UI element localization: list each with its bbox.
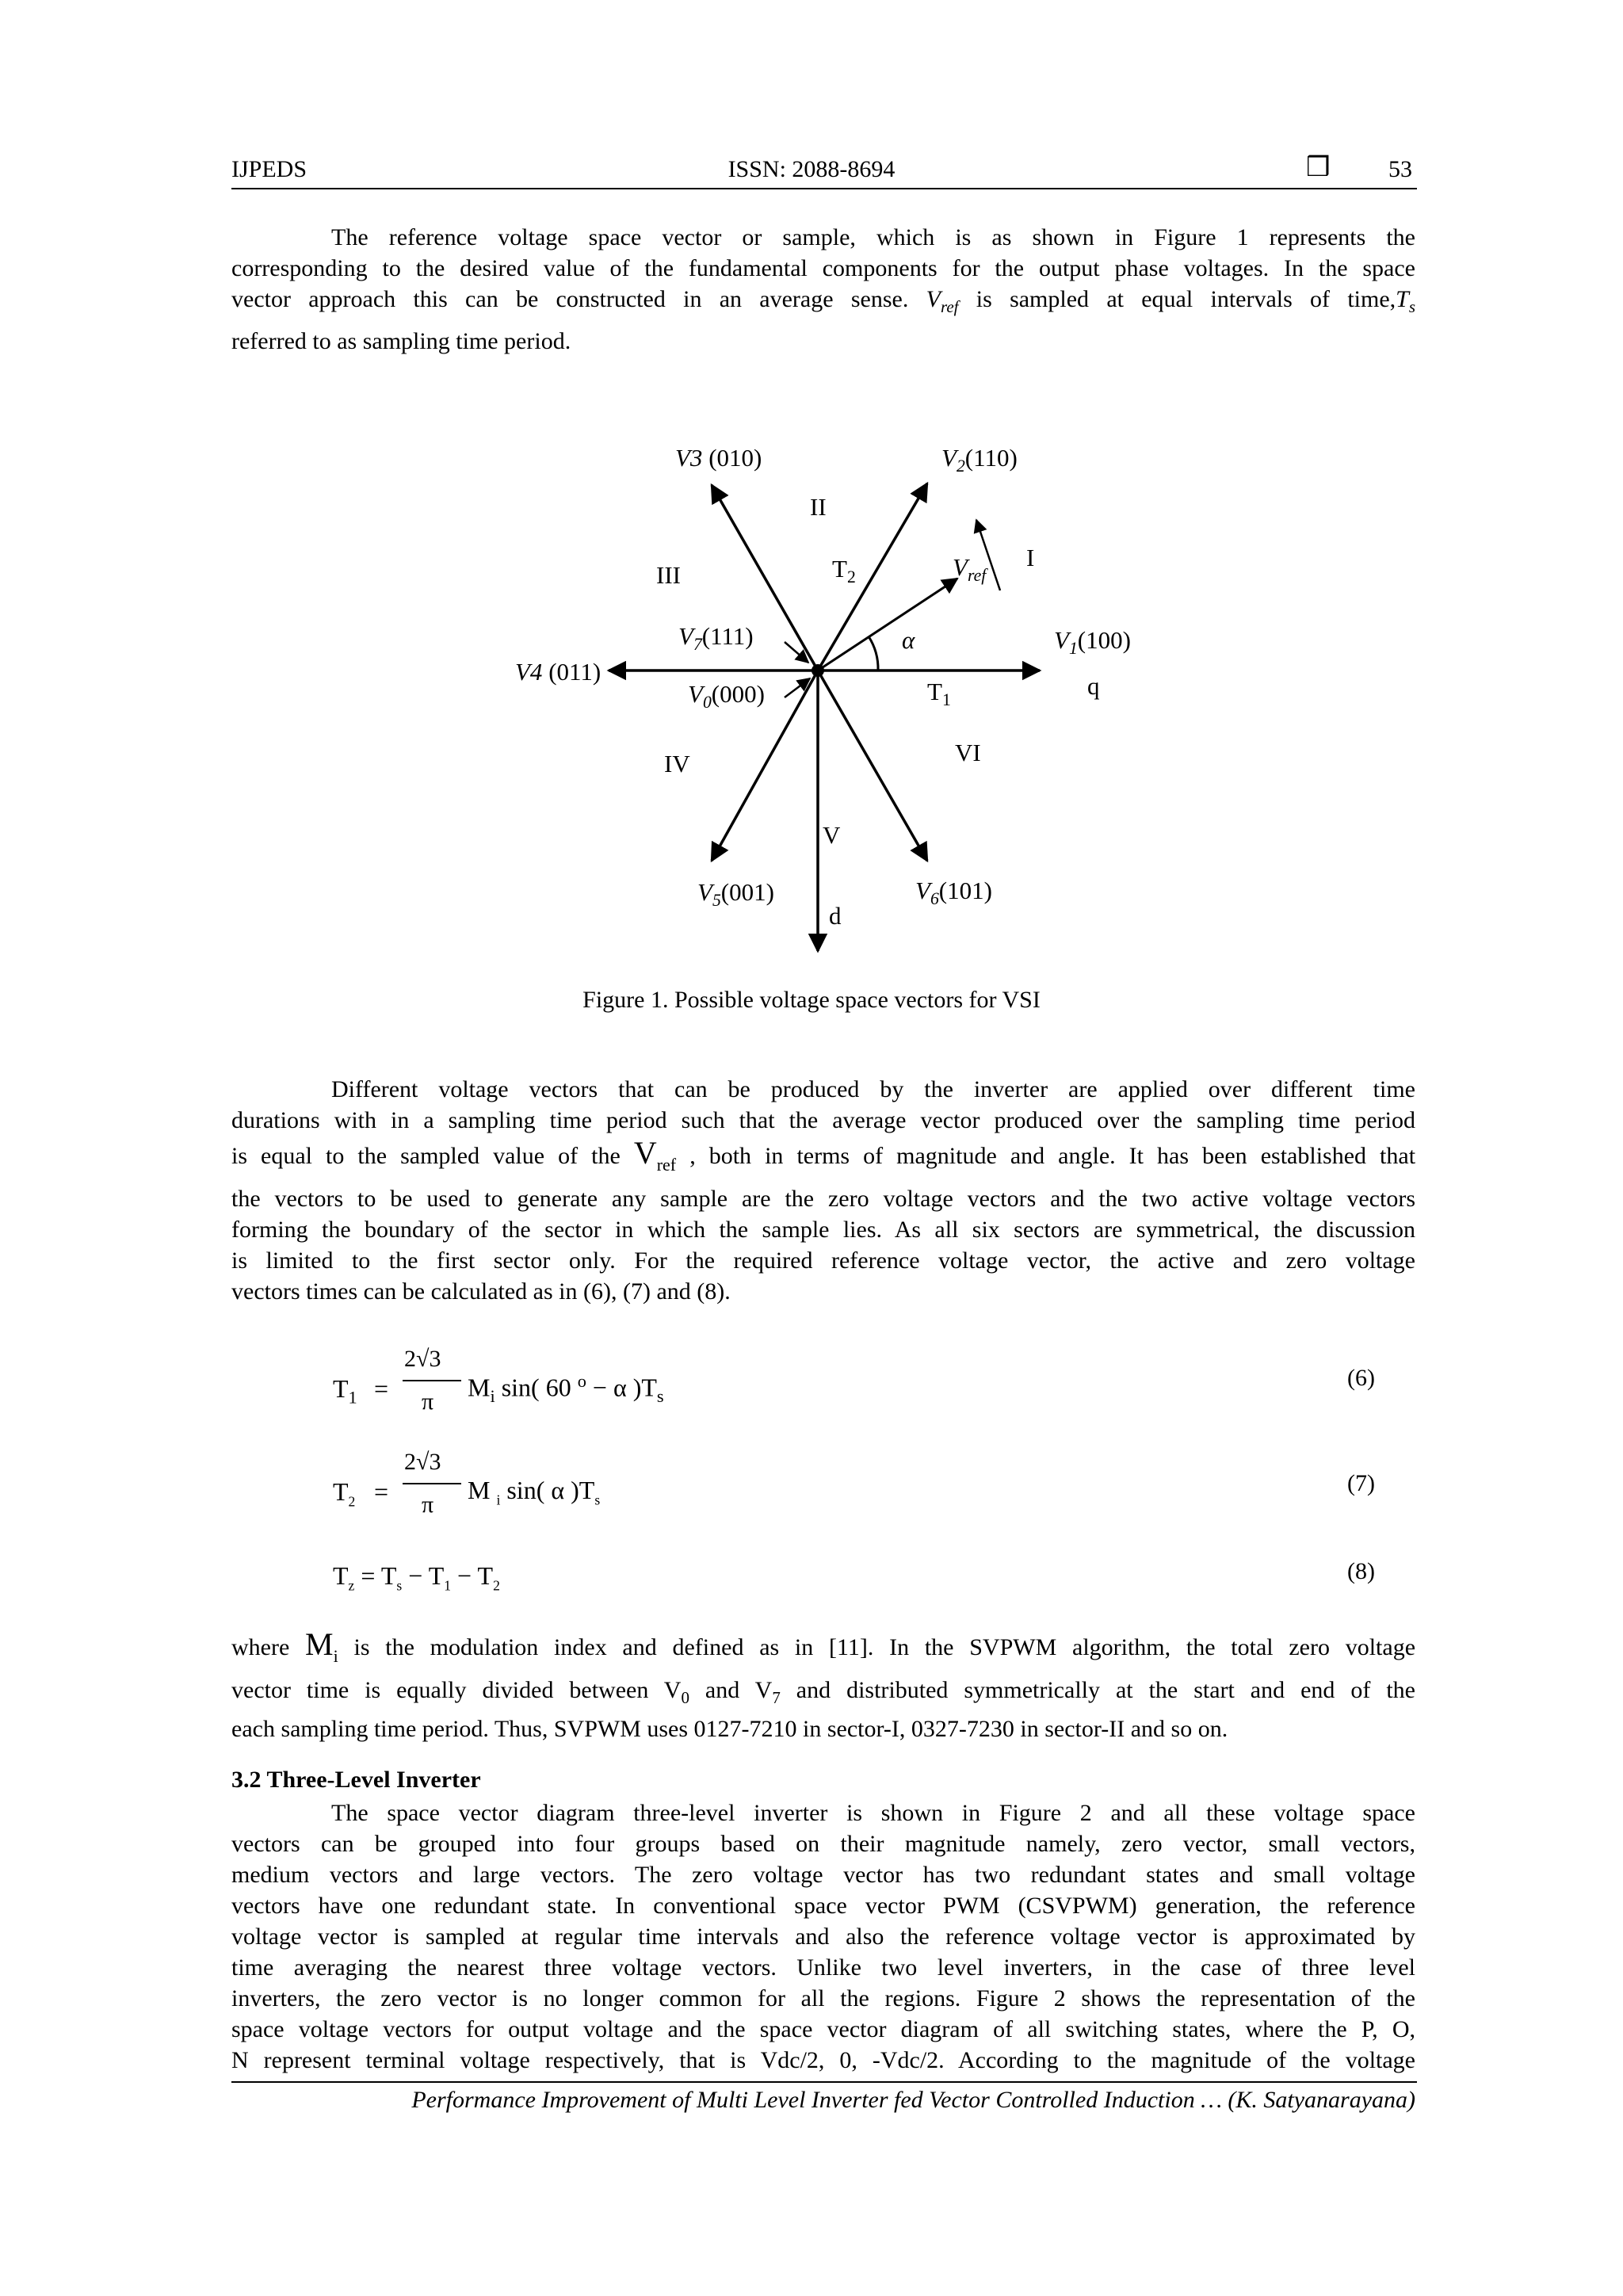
sector-vi-label: VI <box>955 739 981 766</box>
v3-label: V3 (010) <box>675 444 762 472</box>
para3-line1: where $M_i$ is the modulation index and defined as in [11]. In the SVPWM algorithm, the total zero voltage <box>231 1626 1416 1666</box>
para2-line6: is limited to the first sector only. For the required reference voltage vector, the active and zero voltage <box>231 1247 1415 1274</box>
origin-dot <box>812 664 824 677</box>
para4-line7: inverters, the zero vector is no longer common for all the regions. Figure 2 shows the representation of the <box>231 1985 1415 2011</box>
vref-vector <box>818 579 957 670</box>
para1-line3b: is sampled at equal intervals of time, <box>976 286 1396 312</box>
para1-line3a: vector approach this can be constructed in an average sense. <box>231 286 909 312</box>
sector-v-label: V <box>823 821 841 849</box>
sector-i-label: I <box>1026 544 1035 571</box>
eq7-equals: = <box>374 1477 389 1506</box>
para4-line8: space voltage vectors for output voltage and the space vector diagram of all switching states, where the P, O, <box>231 2016 1415 2042</box>
alpha-label: α <box>902 626 915 654</box>
eq6-denominator: π <box>422 1389 434 1415</box>
para3-line3: each sampling time period. Thus, SVPWM uses 0127-7210 in sector-I, 0327-7230 in sector-II and so on. <box>231 1716 1228 1742</box>
paragraph-2 <box>231 1074 1415 1307</box>
t1-label: $T_1$ <box>927 678 951 710</box>
sector-iii-label: III <box>656 561 681 589</box>
sector-ii-label: II <box>810 493 827 521</box>
section-heading: 3.2 Three-Level Inverter <box>231 1767 481 1793</box>
eq7-numerator: 2√3 <box>404 1449 441 1475</box>
eq6-numerator: 2√3 <box>404 1346 441 1372</box>
para2-line2: durations with in a sampling time period such that the average vector produced over the sampling time period <box>231 1107 1415 1133</box>
v7-label: $V_7(111)$ <box>678 622 754 655</box>
journal-name: IJPEDS <box>231 156 307 182</box>
footer-rule <box>231 2081 1417 2083</box>
v5-label: $V_5(001)$ <box>697 878 774 911</box>
para1-line4: referred to as sampling time period. <box>231 328 571 354</box>
eq6-fraction-bar <box>403 1380 461 1381</box>
v1-label: $V_1(100)$ <box>1054 626 1131 659</box>
vref-fig-label: $V_{ref}$ <box>953 553 987 586</box>
q-axis-label: q <box>1087 672 1100 700</box>
para4-line5: voltage vector is sampled at regular time intervals and also the reference voltage vector is approximated by <box>231 1924 1415 1950</box>
para4-line6: time averaging the nearest three voltage vectors. Unlike two level inverters, in the case of three level <box>231 1954 1415 1981</box>
para4-line9: N represent terminal voltage respectively, that is Vdc/2, 0, -Vdc/2. According to the magnitude of the voltage <box>231 2047 1415 2073</box>
vref-inline: $V_{ref}$ <box>633 1135 677 1175</box>
eq8-body: $T_z = T_s - T_1 - T_2$ <box>333 1561 500 1594</box>
eq6-equals: = <box>374 1374 389 1403</box>
para2-line7: vectors times can be calculated as in (6), (7) and (8). <box>231 1278 731 1305</box>
para1-line2: corresponding to the desired value of the fundamental components for the output phase voltages. In the space <box>231 255 1415 281</box>
para2-line4: the vectors to be used to generate any sample are the zero voltage vectors and the two active voltage vectors <box>231 1186 1415 1212</box>
figure-1-caption: Figure 1. Possible voltage space vectors for VSI <box>582 987 1041 1013</box>
eq6-lhs: $T_1$ <box>333 1374 357 1408</box>
eq7-body: M $_i$ sin( α )$T_s$ <box>468 1476 601 1508</box>
v4-label: V4 (011) <box>515 658 601 686</box>
eq7-number: (7) <box>1347 1470 1375 1496</box>
para4-line4: vectors have one redundant state. In conventional space vector PWM (CSVPWM) generation, the reference <box>231 1893 1415 1919</box>
eq8-number: (8) <box>1347 1558 1375 1584</box>
eq6-number: (6) <box>1347 1365 1375 1391</box>
paragraph-4 <box>231 1797 1415 2076</box>
vref-symbol: $V_{ref}$ <box>926 286 959 316</box>
v2-label: $V_2(110)$ <box>941 444 1018 476</box>
figure-1-diagram <box>0 0 1623 983</box>
para2-line5: forming the boundary of the sector in which the sample lies. As all six sectors are symmetrical, the discussion <box>231 1217 1415 1243</box>
para4-line1: The space vector diagram three-level inverter is shown in Figure 2 and all these voltage space <box>331 1800 1415 1826</box>
para1-line1: The reference voltage space vector or sample, which is as shown in Figure 1 represents the <box>331 224 1415 250</box>
alpha-arc <box>869 636 878 670</box>
v6-label: $V_6(101)$ <box>915 877 992 909</box>
para4-line3: medium vectors and large vectors. The zero voltage vector has two redundant states and small voltage <box>231 1862 1415 1888</box>
page-number: 53 <box>1388 156 1412 182</box>
sector-iv-label: IV <box>664 750 690 777</box>
box-icon: ❒ <box>1306 153 1331 182</box>
eq7-fraction-bar <box>403 1483 461 1484</box>
para4-line2: vectors can be grouped into four groups based on their magnitude namely, zero vector, small vectors, <box>231 1831 1415 1857</box>
eq7-denominator: π <box>422 1492 434 1518</box>
v0-pointer <box>785 678 810 697</box>
issn: ISSN: 2088-8694 <box>727 156 896 182</box>
para2-line3: is equal to the sampled value of the $V_{ref}$ , both in terms of magnitude and angle. It has been established that <box>231 1135 1416 1175</box>
para3-line2: vector time is equally divided between $V_0$ and $V_7$ and distributed symmetrically at the start and end of the <box>231 1677 1415 1707</box>
d-axis-label: d <box>829 902 842 930</box>
mi-symbol: $M_i$ <box>305 1626 338 1666</box>
t2-label: $T_2$ <box>832 555 856 587</box>
eq7-lhs: $T_2$ <box>333 1477 356 1510</box>
eq6-body: $M_i$ sin( 60 $^o$ − α )$T_s$ <box>468 1371 664 1407</box>
v0-label: $V_0(000)$ <box>688 680 765 712</box>
paragraph-3 <box>231 1626 1416 1744</box>
para2-line1: Different voltage vectors that can be produced by the inverter are applied over different time <box>331 1076 1415 1102</box>
ts-symbol: $T_s$ <box>1396 286 1416 316</box>
footer-text: Performance Improvement of Multi Level Inverter fed Vector Controlled Induction … (K. Satyanarayana) <box>411 2087 1415 2113</box>
